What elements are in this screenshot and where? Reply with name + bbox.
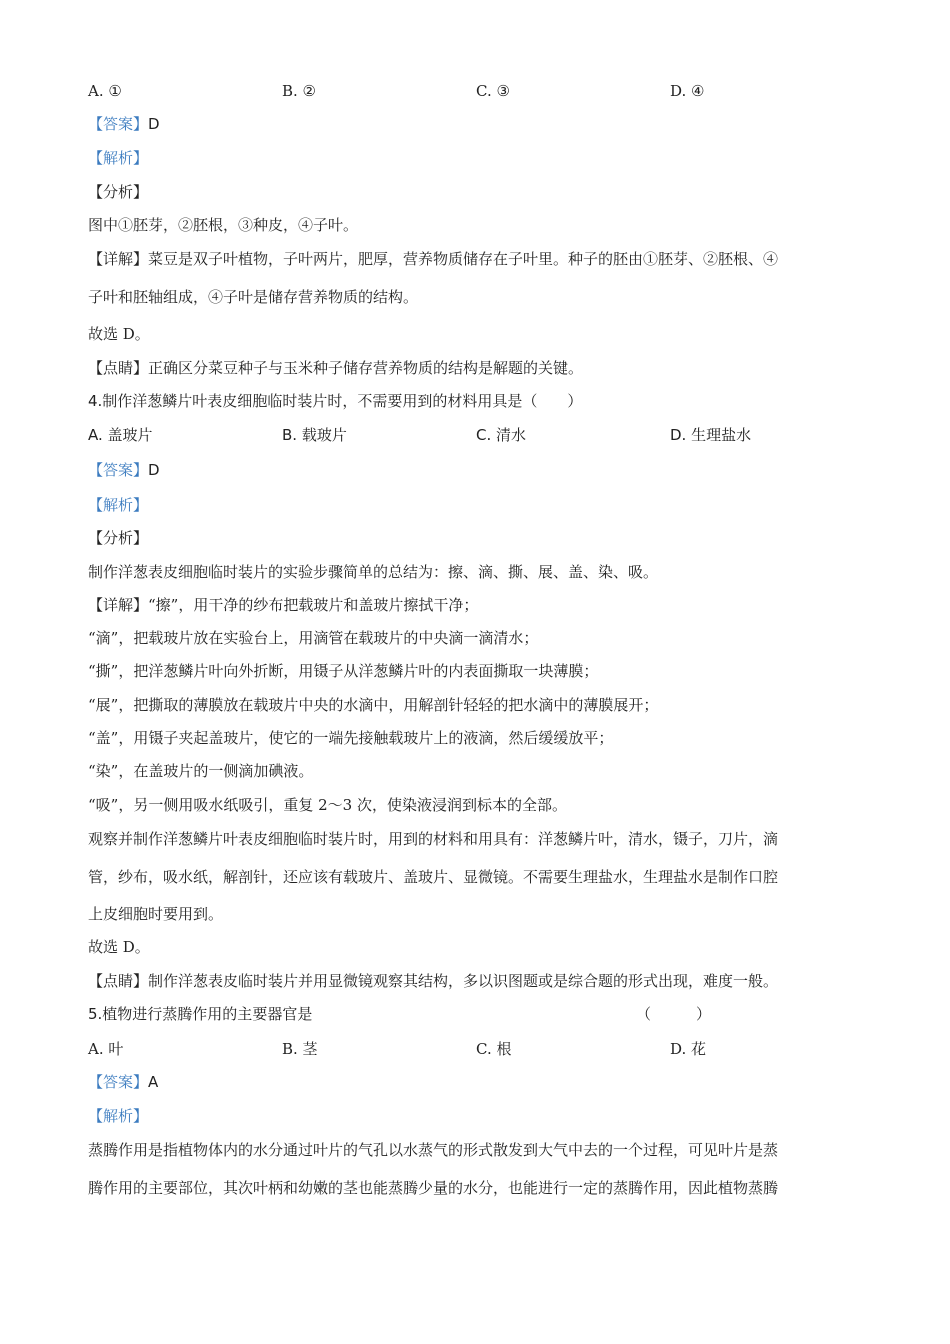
step-line: “吸”，另一侧用吸水纸吸引，重复 2～3 次，使染液浸润到标本的全部。 [88,796,567,814]
q5-option-d: D. 花 [670,1040,707,1058]
analysis-tag: 【解析】 [88,149,149,167]
step-line: “染”，在盖玻片的一侧滴加碘液。 [88,762,314,780]
q5-option-b: B. 茎 [282,1040,318,1058]
obs-text: 上皮细胞时要用到。 [88,905,224,923]
answer-tag: 【答案】 [88,461,149,479]
q5-bracket: （ ） [636,1005,712,1023]
q3-option-a: A. ① [88,82,122,100]
q5-text: 蒸腾作用是指植物体内的水分通过叶片的气孔以水蒸气的形式散发到大气中去的一个过程，可见叶片是蒸 [88,1141,779,1159]
q4-option-c: C. 清水 [476,426,527,444]
fenxi-tag: 【分析】 [88,183,149,201]
q4-option-d: D. 生理盐水 [670,426,752,444]
choose-text: 故选 D。 [88,938,150,956]
q5-answer-line [88,1071,870,1093]
fenxi-tag: 【分析】 [88,529,149,547]
answer-tag: 【答案】 [88,115,149,133]
step-line: “滴”，把载玻片放在实验台上，用滴管在载玻片的中央滴一滴清水； [88,629,539,647]
q5-question: 5.植物进行蒸腾作用的主要器官是 [88,1005,313,1023]
step-line: “展”，把撕取的薄膜放在载玻片中央的水滴中，用解剖针轻轻的把水滴中的薄膜展开； [88,696,659,714]
q5-option-c: C. 根 [476,1040,512,1058]
fenxi-text: 制作洋葱表皮细胞临时装片的实验步骤简单的总结为：擦、滴、撕、展、盖、染、吸。 [88,563,659,581]
step-line: 【详解】“擦”，用干净的纱布把载玻片和盖玻片擦拭干净； [88,596,479,614]
answer-value: A [148,1073,159,1091]
q4-answer-line [88,459,870,481]
analysis-tag: 【解析】 [88,496,149,514]
comment-text: 【点睛】制作洋葱表皮临时装片并用显微镜观察其结构，多以识图题或是综合题的形式出现，难度一般。 [88,972,779,990]
step-line: “盖”，用镊子夹起盖玻片，使它的一端先接触载玻片上的液滴，然后缓缓放平； [88,729,614,747]
choose-text: 故选 D。 [88,325,150,343]
comment-text: 【点睛】正确区分菜豆种子与玉米种子储存营养物质的结构是解题的关键。 [88,359,584,377]
q3-option-d: D. ④ [670,82,705,100]
q3-option-c: C. ③ [476,82,510,100]
q4-option-b: B. 载玻片 [282,426,347,444]
detail-text: 【详解】菜豆是双子叶植物，子叶两片，肥厚，营养物质储存在子叶里。种子的胚由①胚芽、②胚根、④ [88,250,779,268]
answer-value: D [148,115,160,133]
step-line: “撕”，把洋葱鳞片叶向外折断，用镊子从洋葱鳞片叶的内表面撕取一块薄膜； [88,662,599,680]
q5-option-a: A. 叶 [88,1040,124,1058]
detail-text: 子叶和胚轴组成，④子叶是储存营养物质的结构。 [88,288,419,306]
q4-option-a: A. 盖玻片 [88,426,153,444]
obs-text: 观察并制作洋葱鳞片叶表皮细胞临时装片时，用到的材料和用具有：洋葱鳞片叶，清水，镊子，刀片，滴 [88,830,779,848]
q4-question: 4.制作洋葱鳞片叶表皮细胞临时装片时，不需要用到的材料用具是（ ） [88,392,583,410]
analysis-tag: 【解析】 [88,1107,149,1125]
q3-option-b: B. ② [282,82,317,100]
q3-answer-line [88,113,870,135]
answer-value: D [148,461,160,479]
answer-tag: 【答案】 [88,1073,149,1091]
obs-text: 管，纱布，吸水纸，解剖针，还应该有载玻片、盖玻片、显微镜。不需要生理盐水，生理盐水是制作口腔 [88,868,779,886]
q5-text: 腾作用的主要部位，其次叶柄和幼嫩的茎也能蒸腾少量的水分，也能进行一定的蒸腾作用，因此植物蒸腾 [88,1179,779,1197]
fenxi-text: 图中①胚芽，②胚根，③种皮，④子叶。 [88,216,359,234]
